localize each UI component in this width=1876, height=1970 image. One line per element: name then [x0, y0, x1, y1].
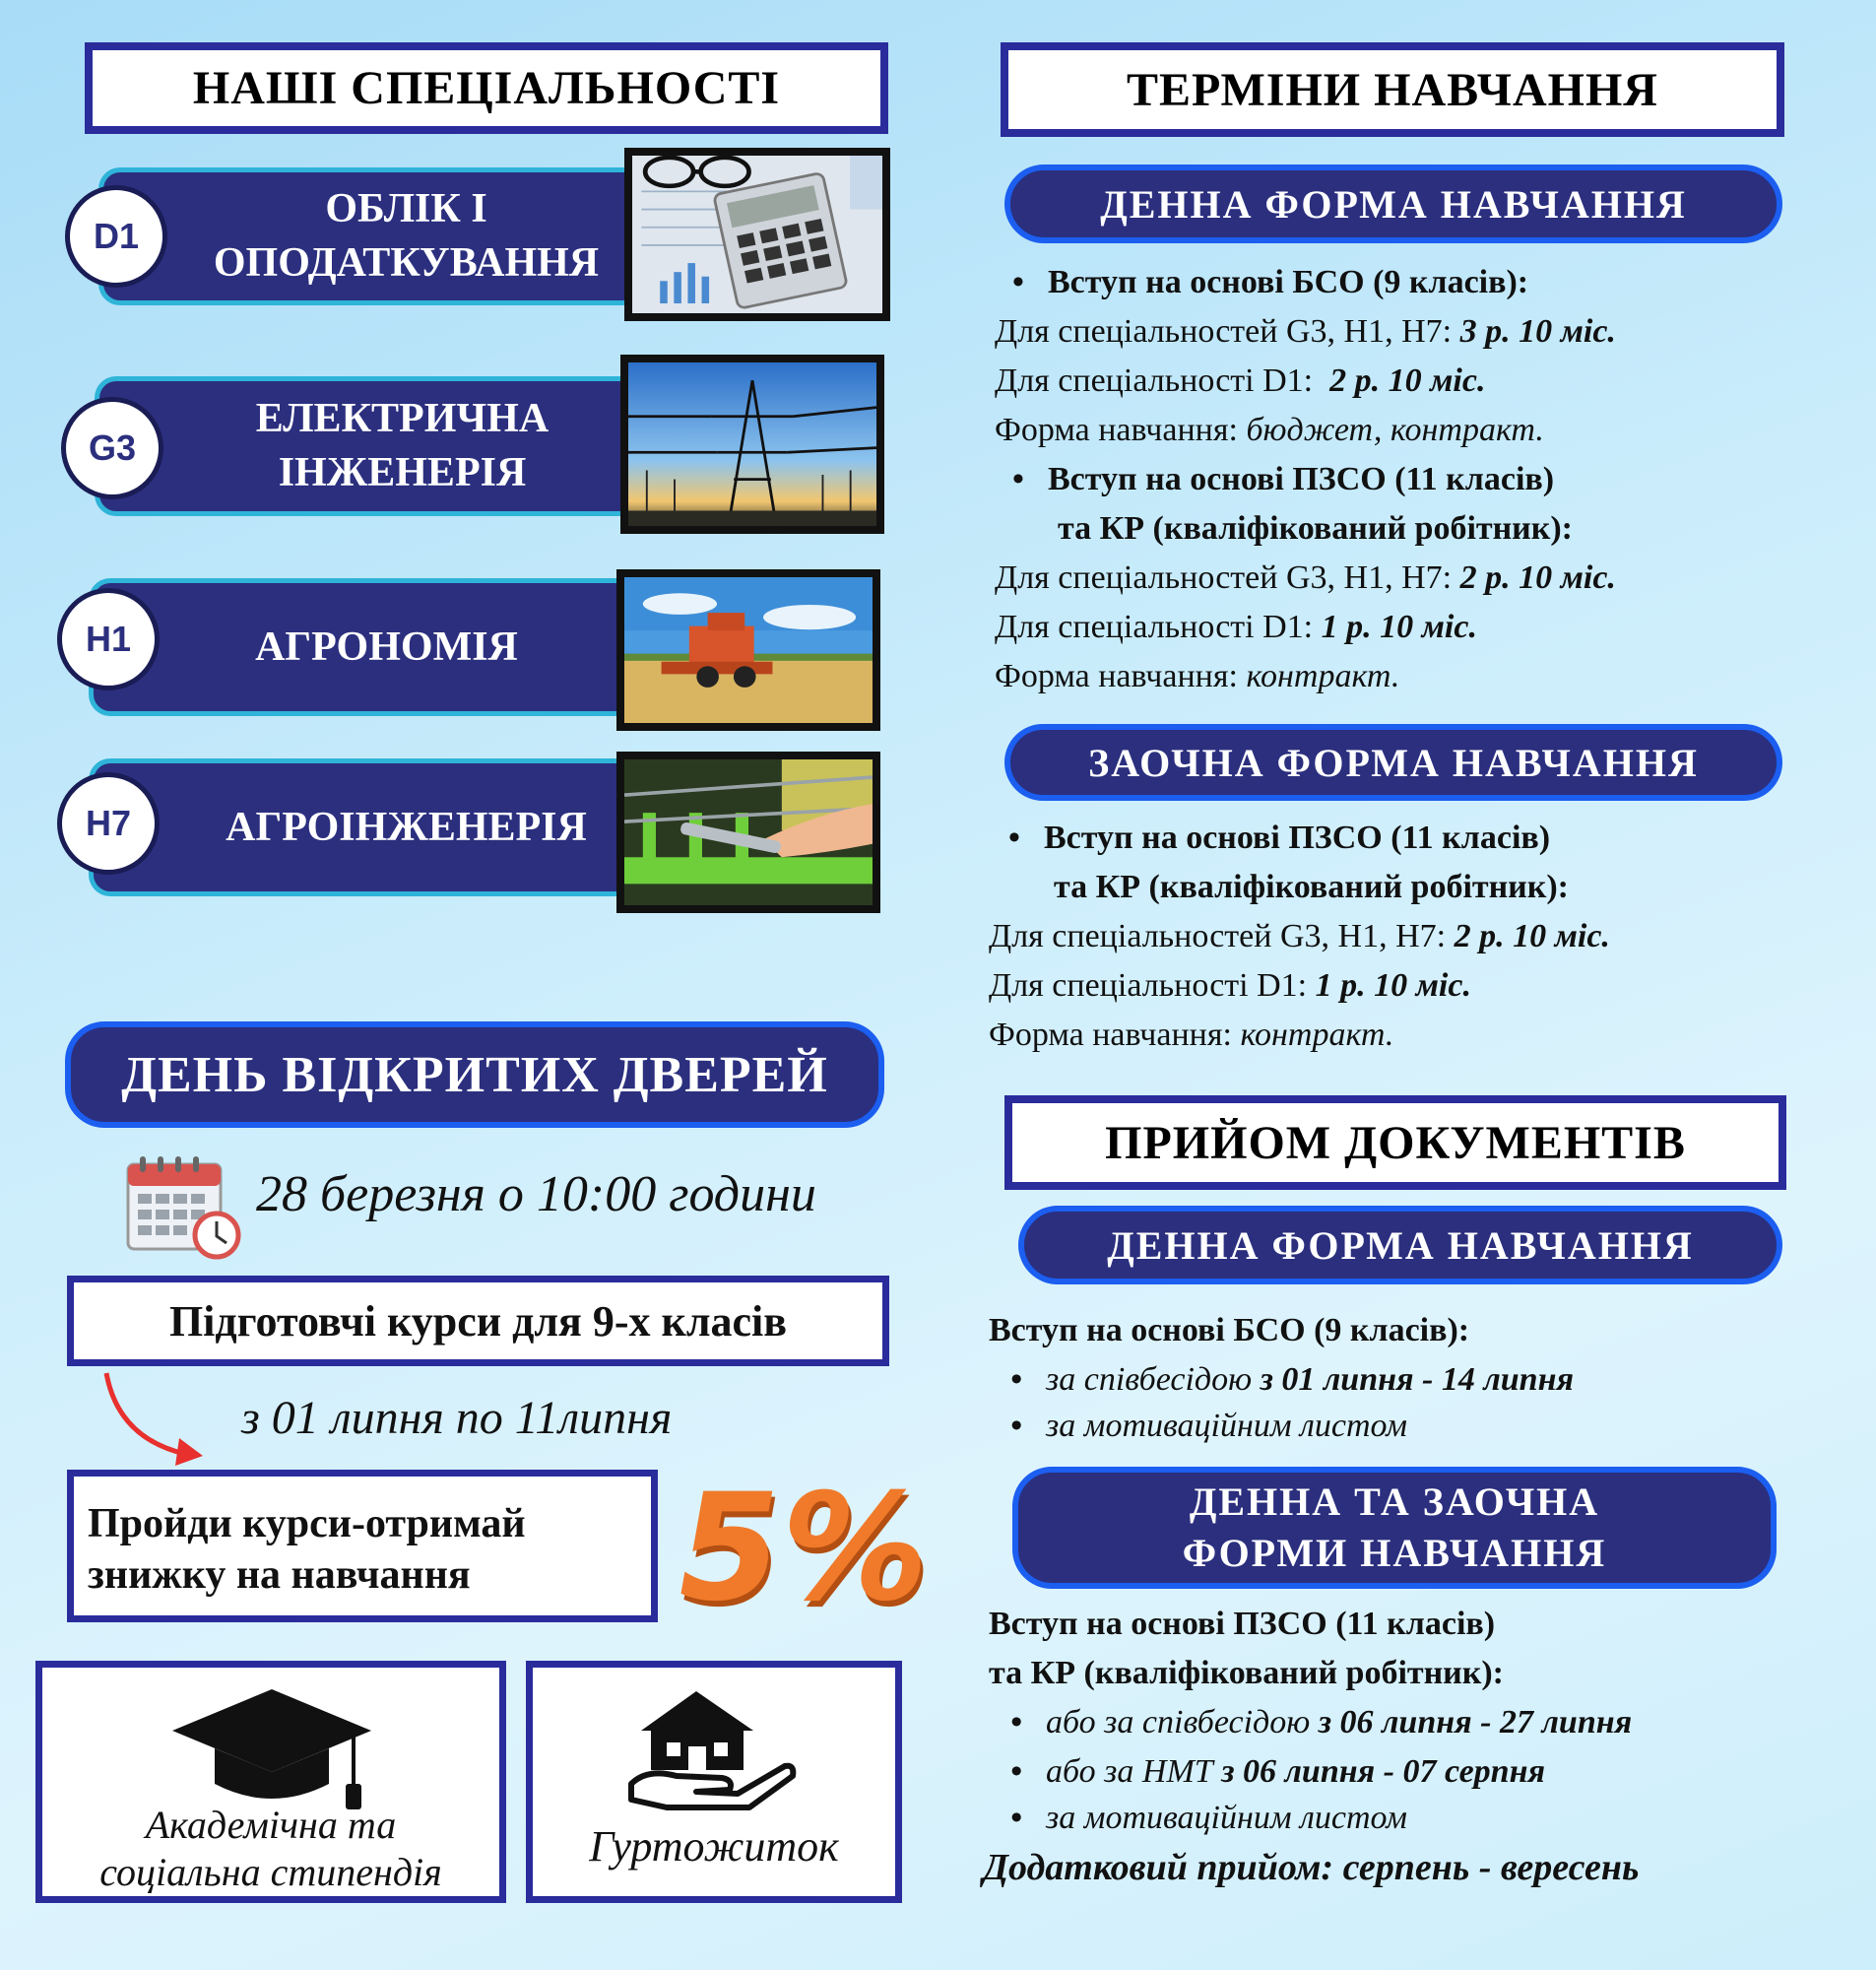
power-line-photo [620, 355, 884, 534]
pt-spec-label: Для спеціальностей G3, H1, H7: [989, 918, 1447, 954]
specialty-h7[interactable] [89, 758, 620, 896]
scholarship-line-1: Академічна та [145, 1803, 397, 1847]
ft-bso-form-label: Форма навчання: [995, 412, 1238, 448]
ft-pzso-spec-value: 2 р. 10 міс. [1459, 559, 1616, 596]
machinery-repair-photo [616, 752, 880, 913]
docs-full-time-title-text: ДЕННА ФОРМА НАВЧАННЯ [1107, 1222, 1694, 1268]
specialty-h7-name: АГРОІНЖЕНЕРІЯ [226, 804, 587, 850]
specialty-h1-name: АГРОНОМІЯ [255, 624, 518, 670]
scholarship-line-2: соціальна стипендія [99, 1850, 442, 1894]
docs-full-time-title [1018, 1206, 1782, 1284]
ft-pzso-form-label: Форма навчання: [995, 658, 1238, 694]
specialty-d1[interactable] [98, 167, 630, 305]
ft-bso-d1-value: 2 р. 10 міс. [1329, 362, 1486, 399]
ft-pzso-d1-value: 1 р. 10 міс. [1321, 609, 1477, 645]
full-time-title [1004, 164, 1782, 243]
ft-pzso-bullet-1: • Вступ на основі ПЗСО (11 класів) [1012, 461, 1554, 497]
discount-line-2: знижку на навчання [88, 1552, 471, 1598]
ft-bso-spec-value: 3 р. 10 міс. [1459, 313, 1616, 350]
courses-dates: з 01 липня по 11липня [241, 1392, 673, 1444]
docs-item1-text: або за співбесідою [1046, 1704, 1311, 1740]
pt-bullet-1: • Вступ на основі ПЗСО (11 класів) [1008, 820, 1550, 856]
specialty-g3[interactable] [95, 376, 626, 516]
docs-bso: Вступ на основі БСО (9 класів): [989, 1312, 1470, 1348]
specialty-d1-name: ОБЛІК І ОПОДАТКУВАННЯ [213, 186, 600, 286]
specialties-title-text: НАШІ СПЕЦІАЛЬНОСТІ [192, 62, 781, 114]
ft-pzso-form-value: контракт. [1246, 658, 1400, 694]
ft-bso-d1-label: Для спеціальності D1: [995, 362, 1314, 399]
ft-bso-bullet: • Вступ на основі БСО (9 класів): [1012, 264, 1528, 300]
docs-pzso-details [983, 1600, 1865, 1895]
terms-title [1001, 42, 1784, 137]
docs-bso-details [989, 1306, 1855, 1448]
docs-both-title [1012, 1467, 1777, 1589]
house-hand-icon [627, 1685, 797, 1811]
courses-title-text: Підготовчі курси для 9-х класів [168, 1296, 788, 1346]
docs-pzso-2: та КР (кваліфікований робітник): [989, 1655, 1504, 1691]
specialty-h1[interactable] [89, 578, 620, 716]
harvester-photo [616, 569, 880, 731]
docs-item2-dates: з 06 липня - 07 серпня [1221, 1753, 1545, 1790]
pt-bullet-2: та КР (кваліфікований робітник): [1054, 869, 1569, 905]
docs-pzso-1: Вступ на основі ПЗСО (11 класів) [989, 1606, 1496, 1642]
open-day-title-text: ДЕНЬ ВІДКРИТИХ ДВЕРЕЙ [121, 1046, 828, 1103]
pt-d1-value: 1 р. 10 міс. [1315, 967, 1471, 1004]
specialty-d1-code: D1 [65, 185, 167, 288]
specialty-g3-code: G3 [61, 397, 163, 499]
open-day-title [65, 1021, 884, 1128]
extra-admission: Додатковий прийом: серпень - вересень [983, 1847, 1640, 1888]
docs-bso-item2: за мотиваційним листом [1046, 1408, 1407, 1444]
docs-both-title-1: ДЕННА ТА ЗАОЧНА [1189, 1479, 1600, 1524]
red-arrow-icon [98, 1369, 207, 1468]
terms-title-text: ТЕРМІНИ НАВЧАННЯ [1127, 63, 1658, 116]
docs-item1-dates: з 06 липня - 27 липня [1318, 1704, 1633, 1740]
ft-pzso-d1-label: Для спеціальності D1: [995, 609, 1314, 645]
dormitory-box[interactable] [526, 1661, 902, 1903]
pt-d1-label: Для спеціальності D1: [989, 967, 1308, 1004]
part-time-details [989, 814, 1855, 1060]
specialties-title [85, 42, 888, 134]
courses-title [67, 1276, 889, 1366]
full-time-details [995, 258, 1861, 701]
ft-bso-form-value: бюджет, контракт. [1246, 412, 1544, 448]
pt-form-value: контракт. [1240, 1017, 1394, 1053]
discount-line-1: Пройди курси-отримай [88, 1501, 526, 1546]
pt-form-label: Форма навчання: [989, 1017, 1232, 1053]
docs-item3: за мотиваційним листом [1046, 1800, 1407, 1836]
discount-value: 5% [662, 1463, 944, 1634]
accounting-photo [624, 148, 890, 321]
discount-box [67, 1470, 658, 1622]
ft-pzso-bullet-2: та КР (кваліфікований робітник): [1058, 510, 1573, 547]
docs-bso-item1-text: за співбесідою [1046, 1361, 1253, 1398]
pt-spec-value: 2 р. 10 міс. [1454, 918, 1610, 954]
graduation-cap-icon [170, 1685, 373, 1813]
open-day-date: 28 березня о 10:00 години [256, 1166, 816, 1222]
docs-title-text: ПРИЙОМ ДОКУМЕНТІВ [1105, 1116, 1686, 1169]
specialty-g3-name: ЕЛЕКТРИЧНА ІНЖЕНЕРІЯ [255, 396, 550, 495]
full-time-title-text: ДЕННА ФОРМА НАВЧАННЯ [1100, 181, 1687, 227]
docs-both-title-2: ФОРМИ НАВЧАННЯ [1182, 1531, 1607, 1575]
specialty-h7-code: H7 [57, 772, 160, 875]
docs-bso-item1-dates: з 01 липня - 14 липня [1260, 1361, 1574, 1398]
scholarship-box[interactable] [35, 1661, 506, 1903]
scholarship-label [42, 1802, 499, 1896]
ft-bso-spec-label: Для спеціальностей G3, H1, H7: [995, 313, 1453, 350]
part-time-title [1004, 724, 1782, 801]
dormitory-label: Гуртожиток [589, 1822, 839, 1871]
docs-item2-text: або за НМТ [1046, 1753, 1213, 1790]
ft-pzso-spec-label: Для спеціальностей G3, H1, H7: [995, 559, 1453, 596]
part-time-title-text: ЗАОЧНА ФОРМА НАВЧАННЯ [1088, 740, 1699, 785]
specialty-h1-code: H1 [57, 588, 160, 690]
calendar-clock-icon [122, 1150, 242, 1261]
docs-title [1004, 1095, 1786, 1190]
